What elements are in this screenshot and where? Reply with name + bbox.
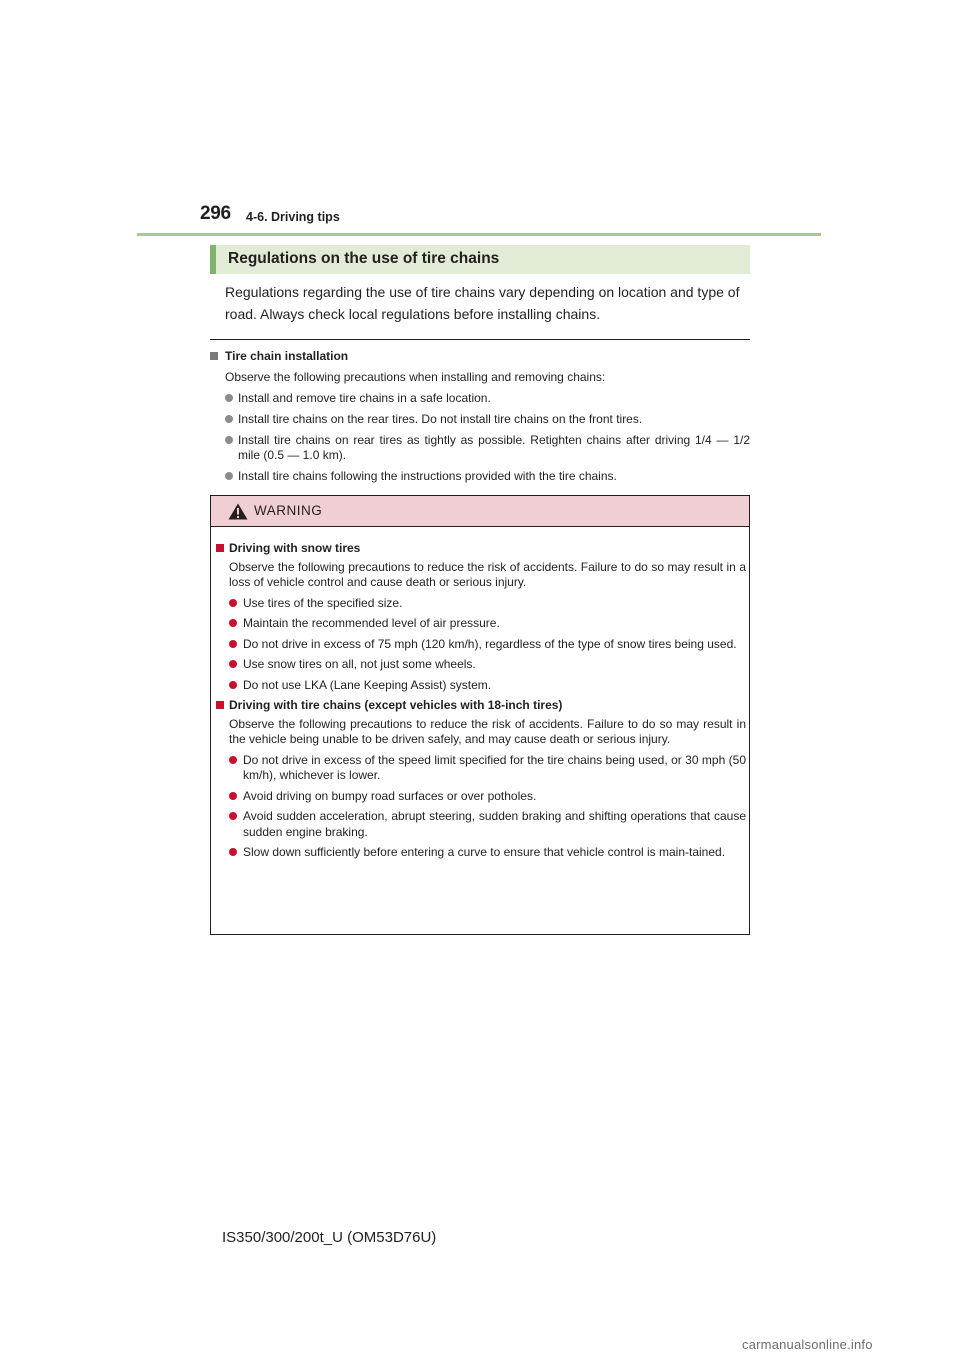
warning-text: Observe the following precautions to reduce the risk of accidents. Failure to do so may result in a loss of vehicle control and cause death or serious injury. [229, 559, 746, 589]
bullet-icon [229, 792, 237, 800]
list-item [216, 789, 746, 805]
square-bullet-icon [216, 544, 224, 552]
heading-text: Tire chain installation [225, 349, 349, 363]
list-item-text: Maintain the recommended level of air pressure. [243, 616, 500, 630]
list-item-text: Avoid driving on bumpy road surfaces or over potholes. [243, 788, 537, 803]
warning-box [210, 495, 750, 935]
warning-subheading [216, 541, 746, 557]
square-bullet-icon [216, 701, 224, 709]
tire-chain-installation-section [210, 349, 750, 484]
warning-subheading [216, 698, 746, 714]
list-item [216, 657, 746, 673]
warning-text: Observe the following precautions to reduce the risk of accidents. Failure to do so may result in the vehicle being unable to be driven safely, and may cause death or serious injury. [229, 716, 746, 746]
bullet-icon [229, 599, 237, 607]
bullet-icon [229, 848, 237, 856]
tire-chain-installation-list [210, 391, 750, 484]
list-item [216, 596, 746, 612]
subheading-text: Driving with snow tires [229, 541, 361, 555]
list-item [216, 809, 746, 840]
bullet-icon [229, 619, 237, 627]
page-number: 296 [200, 203, 231, 224]
warning-header [211, 496, 749, 527]
header-divider [137, 233, 821, 236]
tire-chain-installation-text: Observe the following precautions when installing and removing chains: [225, 370, 606, 384]
list-item [216, 845, 746, 861]
bullet-icon [229, 681, 237, 689]
list-item-text: Slow down sufficiently before entering a curve to ensure that vehicle control is main-tained. [243, 845, 726, 859]
warning-section-snow-tires [216, 541, 746, 693]
chapter-label: 4-6. Driving tips [246, 210, 340, 224]
bullet-icon [229, 660, 237, 668]
bullet-icon [229, 640, 237, 648]
warning-list [216, 596, 746, 694]
warning-triangle-icon [228, 503, 248, 520]
bullet-icon [229, 756, 237, 764]
watermark: carmanualsonline.info [742, 1337, 873, 1352]
bullet-icon [229, 812, 237, 820]
list-item-text: Use tires of the specified size. [243, 595, 403, 610]
intro-paragraph: Regulations regarding the use of tire chains vary depending on location and type of road. Always check local regulations before installing chains. [225, 284, 740, 322]
warning-title: WARNING [254, 503, 323, 518]
square-bullet-icon [210, 352, 218, 360]
bullet-icon [225, 436, 233, 444]
intro-divider [210, 339, 750, 340]
list-item-text: Install and remove tire chains in a safe location. [238, 391, 491, 405]
list-item [210, 391, 750, 406]
tire-chain-installation-heading [210, 349, 750, 364]
list-item-text: Do not drive in excess of 75 mph (120 km/h), regardless of the type of snow tires being used. [243, 636, 737, 651]
list-item [216, 637, 746, 653]
warning-section-tire-chains [216, 698, 746, 861]
bullet-icon [225, 415, 233, 423]
list-item-text: Do not drive in excess of the speed limit specified for the tire chains being used, or 30 mph (50 km/h), whichever is lower. [243, 752, 746, 782]
list-item-text: Install tire chains on rear tires as tightly as possible. Retighten chains after driving 1/4 — 1/2 mile (0.5 — 1.0 km). [238, 433, 750, 462]
list-item [210, 433, 750, 463]
bullet-icon [225, 394, 233, 402]
list-item-text: Avoid sudden acceleration, abrupt steering, sudden braking and shifting operations that cause sudden engine braking. [243, 809, 746, 839]
list-item [216, 678, 746, 694]
list-item [210, 412, 750, 427]
list-item-text: Install tire chains following the instructions provided with the tire chains. [238, 469, 617, 483]
bullet-icon [225, 472, 233, 480]
list-item [210, 469, 750, 484]
subheading-text: Driving with tire chains (except vehicles with 18-inch tires) [229, 698, 563, 712]
list-item-text: Do not use LKA (Lane Keeping Assist) system. [243, 677, 492, 692]
list-item [216, 616, 746, 632]
section-title-bar [210, 245, 750, 274]
warning-body [216, 541, 746, 866]
list-item-text: Use snow tires on all, not just some wheels. [243, 657, 476, 671]
warning-list [216, 753, 746, 861]
model-code-footer: IS350/300/200t_U (OM53D76U) [222, 1229, 437, 1246]
list-item [216, 753, 746, 784]
section-title: Regulations on the use of tire chains [228, 250, 500, 267]
list-item-text: Install tire chains on the rear tires. Do not install tire chains on the front tires. [238, 412, 643, 426]
